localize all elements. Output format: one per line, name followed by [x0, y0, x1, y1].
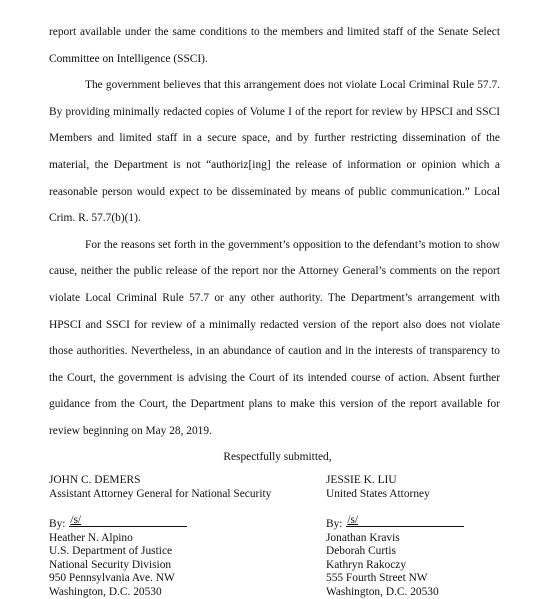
signature-block-right	[326, 474, 464, 598]
signer-title: United States Attorney	[326, 487, 430, 500]
signature-mark: /s/	[70, 514, 82, 526]
attorney-name: Jonathan Kravis	[326, 531, 400, 544]
address-line: 950 Pennsylvania Ave. NW	[49, 572, 175, 584]
attorney-name: Kathryn Rakoczy	[326, 558, 407, 571]
signer-name: JOHN C. DEMERS	[49, 474, 141, 486]
paragraph-continuation: report available under the same conditions to the members and limited staff of the Senate Select Committee on Intelligence (SSCI).	[49, 26, 500, 65]
signer-name: JESSIE K. LIU	[326, 474, 397, 486]
signature-line	[49, 515, 271, 532]
paragraph-local-rule: The government believes that this arrangement does not violate Local Criminal Rule 57.7. By providing minimally redacted copies of Volume I of the report for review by HPSCI and SSCI Members and limited staff in a secure space, and by further restricting dissemination of the material, the Department is not “authoriz[ing] the release of information or opinion which a reasonable person would expect to be disseminated by means of public communication.” Local Crim. R. 57.7(b)(1).	[49, 79, 500, 225]
address-line: 555 Fourth Street NW	[326, 572, 428, 584]
signature-mark: /s/	[347, 514, 359, 526]
signature-line	[326, 515, 464, 532]
document-body	[49, 19, 500, 445]
attorney-name: Heather N. Alpino	[49, 531, 133, 544]
paragraph-reasons: For the reasons set forth in the government’s opposition to the defendant’s motion to show cause, neither the public release of the report nor the Attorney General’s comments on the report violate Local Criminal Rule 57.7 or any other authority. The Department’s arrangement with HPSCI and SSCI for review of a minimally redacted version of the report also does not violate those authorities. Nevertheless, in an abundance of caution and in the interests of transparency to the Court, the government is advising the Court of its intended course of action. Absent further guidance from the Court, the Department plans to make this version of the report available for review beginning on May 28, 2019.	[49, 238, 500, 437]
signer-title: Assistant Attorney General for National Security	[49, 487, 272, 500]
signature-rule	[69, 515, 187, 527]
by-label: By:	[326, 518, 343, 530]
closing-line: Respectfully submitted,	[223, 451, 332, 463]
city-line: Washington, D.C. 20530	[326, 585, 439, 598]
signature-block-left	[49, 474, 272, 598]
city-line: Washington, D.C. 20530	[49, 585, 162, 598]
signature-rule	[346, 515, 464, 527]
attorney-name: Deborah Curtis	[326, 545, 396, 557]
by-label: By:	[49, 518, 66, 530]
division-line: National Security Division	[49, 558, 172, 571]
agency-line: U.S. Department of Justice	[49, 545, 173, 557]
